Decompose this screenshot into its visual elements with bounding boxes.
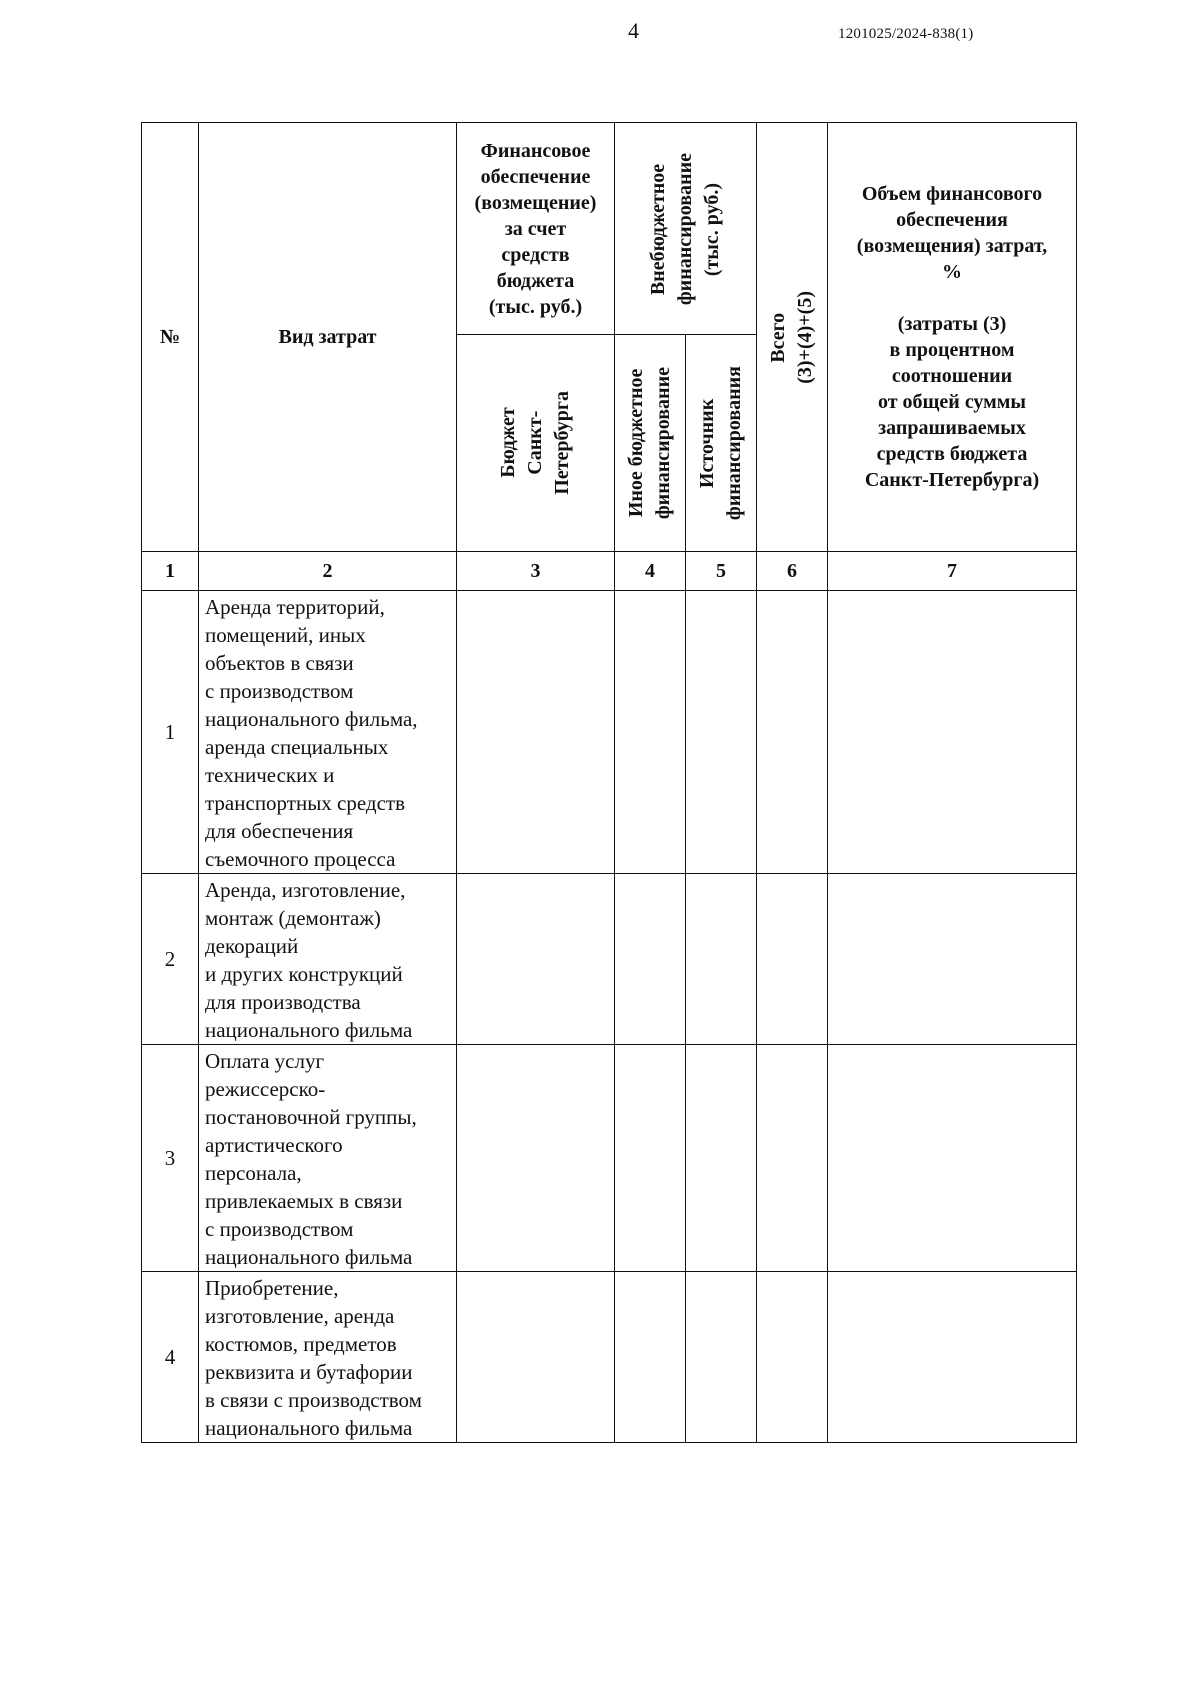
total-cell — [757, 1272, 828, 1443]
other-budget-cell — [615, 1045, 686, 1272]
column-number: 2 — [199, 552, 457, 591]
volume-cell — [828, 1045, 1077, 1272]
header-cost-type: Вид затрат — [199, 123, 457, 552]
document-code: 1201025/2024-838(1) — [838, 26, 974, 42]
source-cell — [686, 591, 757, 874]
other-budget-cell — [615, 874, 686, 1045]
volume-cell — [828, 591, 1077, 874]
volume-cell — [828, 1272, 1077, 1443]
cost-type-cell: Аренда территорий, помещений, иных объектов в связи с производством национального фильма, аренда специальных технических и транспортных средств для обеспечения съемочного процесса — [199, 591, 457, 874]
budget-spb-cell — [457, 1045, 615, 1272]
header-source-label: Источник финансирования — [696, 366, 745, 521]
source-cell — [686, 1272, 757, 1443]
header-total — [757, 123, 828, 552]
budget-spb-cell — [457, 591, 615, 874]
header-source — [686, 335, 757, 552]
budget-spb-cell — [457, 1272, 615, 1443]
column-number: 7 — [828, 552, 1077, 591]
header-other-budget — [615, 335, 686, 552]
cost-type-cell: Аренда, изготовление, монтаж (демонтаж) декораций и других конструкций для производства национального фильма — [199, 874, 457, 1045]
header-row-top — [142, 123, 1077, 335]
row-number: 4 — [142, 1272, 199, 1443]
header-extra-budget-label: Внебюджетное финансирование (тыс. руб.) — [647, 152, 723, 305]
table-row — [142, 1272, 1077, 1443]
header-total-label: Всего (3)+(4)+(5) — [767, 290, 816, 384]
cost-type-cell: Оплата услуг режиссерско- постановочной группы, артистического персонала, привлекаемых в связи с производством национального фильма — [199, 1045, 457, 1272]
header-no: № — [142, 123, 199, 552]
column-number: 3 — [457, 552, 615, 591]
table-row — [142, 1045, 1077, 1272]
other-budget-cell — [615, 591, 686, 874]
cost-table — [141, 122, 1077, 1443]
other-budget-cell — [615, 1272, 686, 1443]
header-budget-group: Финансовое обеспечение (возмещение) за счет средств бюджета (тыс. руб.) — [457, 123, 615, 335]
total-cell — [757, 591, 828, 874]
header-budget-spb — [457, 335, 615, 552]
total-cell — [757, 874, 828, 1045]
row-number: 1 — [142, 591, 199, 874]
budget-spb-cell — [457, 874, 615, 1045]
source-cell — [686, 1045, 757, 1272]
row-number: 3 — [142, 1045, 199, 1272]
total-cell — [757, 1045, 828, 1272]
page-number: 4 — [628, 18, 639, 43]
header-other-budget-label: Иное бюджетное финансирование — [625, 367, 674, 520]
table-row — [142, 591, 1077, 874]
header-budget-spb-label: Бюджет Санкт- Петербурга — [497, 391, 573, 496]
header-extra-budget-group — [615, 123, 757, 335]
column-number: 1 — [142, 552, 199, 591]
table-row — [142, 874, 1077, 1045]
source-cell — [686, 874, 757, 1045]
header-volume: Объем финансового обеспечения (возмещения) затрат, % (затраты (3) в процентном соотношении от общей суммы запрашиваемых средств бюджета Санкт-Петербурга) — [828, 123, 1077, 552]
column-number: 4 — [615, 552, 686, 591]
volume-cell — [828, 874, 1077, 1045]
column-number-row — [142, 552, 1077, 591]
cost-type-cell: Приобретение, изготовление, аренда костюмов, предметов реквизита и бутафории в связи с производством национального фильма — [199, 1272, 457, 1443]
column-number: 6 — [757, 552, 828, 591]
column-number: 5 — [686, 552, 757, 591]
row-number: 2 — [142, 874, 199, 1045]
